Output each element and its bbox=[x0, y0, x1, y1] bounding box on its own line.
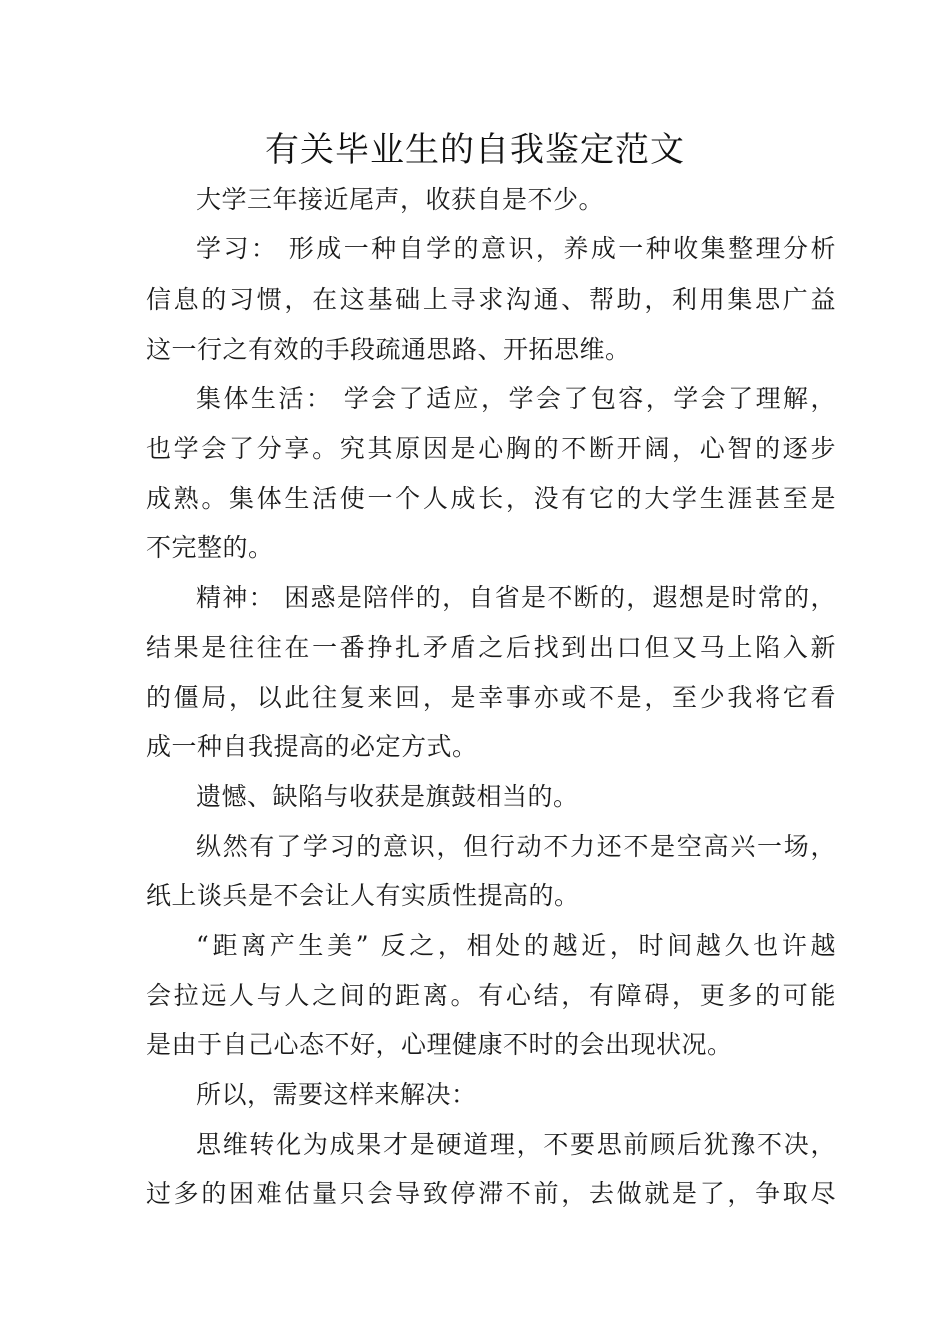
text-line: 成一种自我提高的必定方式。 bbox=[146, 732, 478, 761]
text-line: 这一行之有效的手段疏通思路、开拓思维。 bbox=[146, 335, 631, 364]
text-line: 的僵局，以此往复来回，是幸事亦或不是，至少我将它看 bbox=[146, 683, 836, 712]
text-line: 大学三年接近尾声，收获自是不少。 bbox=[196, 185, 605, 214]
text-line: 精神： 困惑是陪伴的，自省是不断的，遐想是时常的， bbox=[196, 583, 836, 612]
text-line: 不完整的。 bbox=[146, 533, 274, 562]
text-line: 思维转化为成果才是硬道理，不要思前顾后犹豫不决， bbox=[196, 1130, 836, 1159]
text-line: 信息的习惯，在这基础上寻求沟通、帮助，利用集思广益 bbox=[146, 285, 836, 314]
text-line: 成熟。集体生活使一个人成长，没有它的大学生涯甚至是 bbox=[146, 484, 836, 513]
text-line: 遗憾、缺陷与收获是旗鼓相当的。 bbox=[196, 782, 579, 811]
text-line: “距离产生美” 反之，相处的越近，时间越久也许越 bbox=[196, 931, 836, 960]
text-line: 集体生活： 学会了适应，学会了包容，学会了理解， bbox=[196, 384, 836, 413]
text-line: 纵然有了学习的意识，但行动不力还不是空高兴一场， bbox=[196, 832, 836, 861]
text-line: 是由于自己心态不好，心理健康不时的会出现状况。 bbox=[146, 1030, 733, 1059]
text-line: 也学会了分享。究其原因是心胸的不断开阔，心智的逐步 bbox=[146, 434, 836, 463]
text-line: 会拉远人与人之间的距离。有心结，有障碍，更多的可能 bbox=[146, 981, 836, 1010]
text-line: 结果是往往在一番挣扎矛盾之后找到出口但又马上陷入新 bbox=[146, 633, 836, 662]
text-line: 过多的困难估量只会导致停滞不前，去做就是了，争取尽 bbox=[146, 1179, 836, 1208]
document-title: 有关毕业生的自我鉴定范文 bbox=[265, 130, 685, 170]
text-line: 所以，需要这样来解决： bbox=[196, 1080, 477, 1109]
text-line: 纸上谈兵是不会让人有实质性提高的。 bbox=[146, 881, 580, 910]
text-line: 学习： 形成一种自学的意识，养成一种收集整理分析 bbox=[196, 234, 836, 263]
